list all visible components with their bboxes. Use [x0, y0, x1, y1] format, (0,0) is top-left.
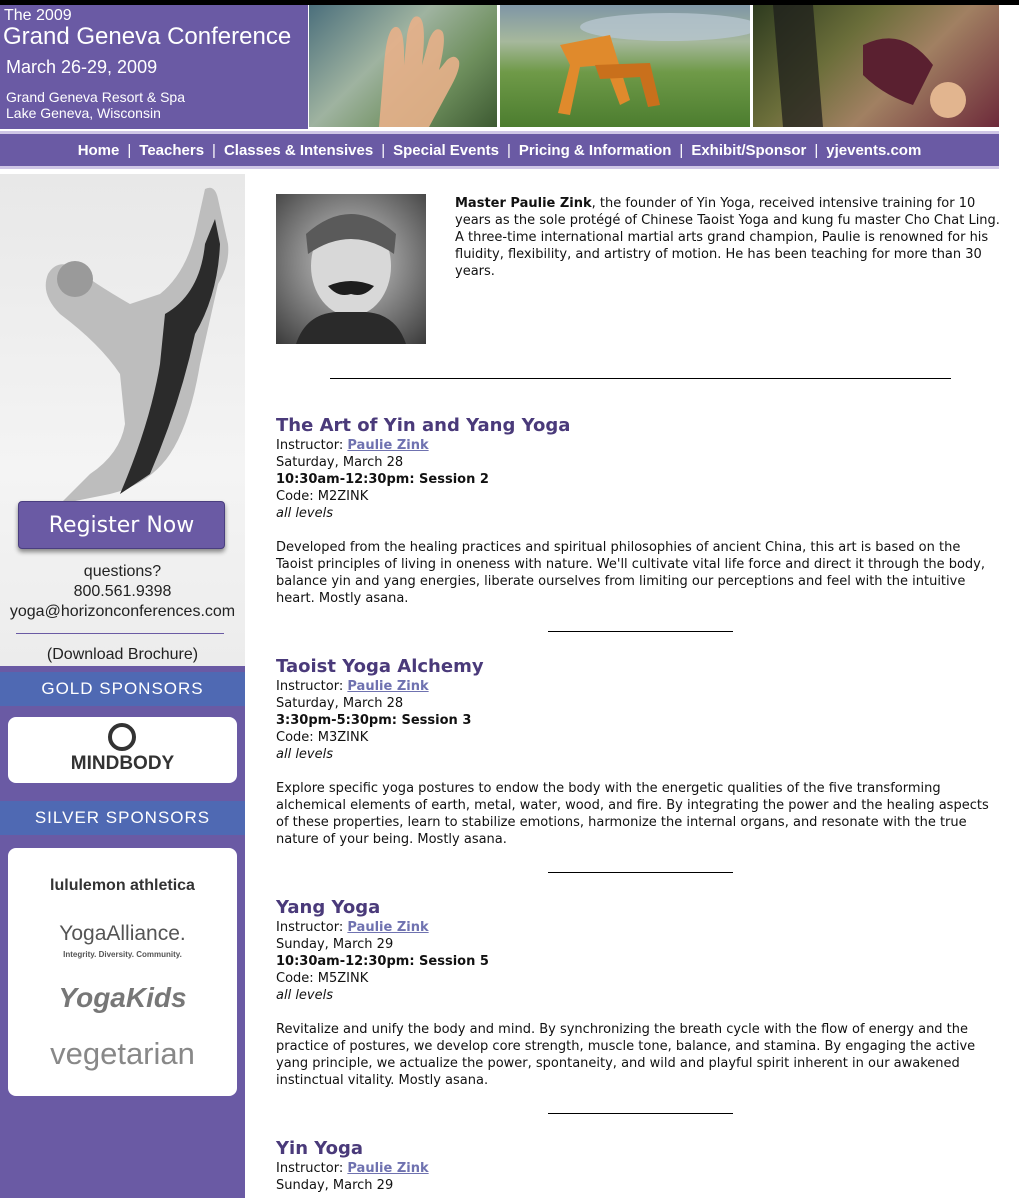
header-dates: March 26-29, 2009 — [6, 57, 158, 77]
class-title: Yin Yoga — [276, 1138, 364, 1159]
header-year: The 2009 — [4, 7, 72, 24]
register-now-button[interactable]: Register Now — [18, 501, 225, 549]
class-code: Code: M2ZINK — [276, 489, 369, 504]
class-code: Code: M3ZINK — [276, 730, 369, 745]
nav-home[interactable]: Home — [77, 141, 120, 159]
yogakids-logo[interactable]: YogaKids — [58, 982, 187, 1013]
class-date: Sunday, March 29 — [276, 1178, 394, 1193]
header-photo-hand — [309, 5, 497, 127]
yoga-pose-photo-icon — [0, 174, 245, 504]
class-divider — [548, 1113, 733, 1114]
conference-title-block — [0, 5, 308, 129]
header-photo-chair — [500, 5, 750, 127]
instructor-link[interactable]: Paulie Zink — [347, 920, 429, 935]
nav-separator: | — [127, 141, 132, 159]
class-description: Revitalize and unify the body and mind. By synchronizing the breath cycle with the flow of energy and the practice of postures, we develop core strength, muscle tone, balance, and stamina. By engaging the active yang principle, we actualize the power, spontaneity, and wild and playful spirit inherent in our awakened instinctual vitality. Mostly asana. — [276, 1022, 976, 1088]
nav-separator: | — [381, 141, 386, 159]
nav-separator: | — [814, 141, 819, 159]
class-level: all levels — [276, 747, 334, 762]
nav-separator: | — [679, 141, 684, 159]
class-level: all levels — [276, 988, 334, 1003]
yoga-class-photo-icon — [753, 5, 999, 127]
class-instructor: Instructor: Paulie Zink — [276, 920, 429, 935]
class-entry — [276, 415, 1001, 607]
nav-pricing-information[interactable]: Pricing & Information — [518, 141, 672, 159]
main-nav — [0, 131, 999, 169]
header-conference-name: Grand Geneva Conference — [3, 23, 292, 50]
teacher-name: Master Paulie Zink — [455, 196, 592, 211]
silver-sponsor-box — [8, 848, 237, 1096]
class-time: 3:30pm-5:30pm: Session 3 — [276, 713, 472, 728]
class-title: Taoist Yoga Alchemy — [276, 656, 484, 677]
yoga-alliance-tagline: Integrity. Diversity. Community. — [63, 950, 182, 959]
register-promo — [0, 174, 245, 666]
paulie-zink-photo — [276, 194, 426, 344]
class-time: 10:30am-12:30pm: Session 2 — [276, 472, 489, 487]
header-photo-yoga-class — [753, 5, 999, 127]
portrait-icon — [276, 194, 426, 344]
mindbody-logo-text[interactable]: MINDBODY — [70, 753, 175, 774]
sidebar — [0, 174, 245, 1198]
class-title: The Art of Yin and Yang Yoga — [276, 415, 571, 436]
class-date: Saturday, March 28 — [276, 696, 404, 711]
lululemon-logo[interactable]: lululemon athletica — [50, 877, 195, 894]
class-instructor: Instructor: Paulie Zink — [276, 679, 429, 694]
nav-separator: | — [212, 141, 216, 159]
class-entry — [276, 656, 1001, 848]
site-header — [0, 5, 999, 129]
class-description: Explore specific yoga postures to endow the body with the energetic qualities of the five transforming alchemical elements of earth, metal, water, wood, and fire. By integrating the power and the healing aspects of these properties, learn to stabilize emotions, harmonize the internal organs, and resonate with the true nature of your being. Mostly asana. — [276, 781, 989, 847]
class-title: Yang Yoga — [276, 897, 381, 918]
class-level: all levels — [276, 506, 334, 521]
questions-label: questions? — [83, 563, 162, 580]
sidebar-divider — [16, 633, 224, 634]
email-link[interactable]: yoga@horizonconferences.com — [9, 603, 236, 620]
vegetarian-times-logo[interactable]: vegetarian — [50, 1036, 195, 1071]
teacher-bio — [455, 195, 1001, 280]
yoga-alliance-logo[interactable]: YogaAlliance. — [59, 922, 186, 945]
class-code: Code: M5ZINK — [276, 971, 369, 986]
bio-divider — [330, 378, 951, 379]
class-divider — [548, 872, 733, 873]
instructor-link[interactable]: Paulie Zink — [347, 1161, 429, 1176]
header-venue: Grand Geneva Resort & Spa Lake Geneva, Wisconsin — [6, 89, 185, 121]
nav-special-events[interactable]: Special Events — [393, 141, 499, 159]
nav-classes-intensives[interactable]: Classes & Intensives — [223, 141, 374, 159]
phone-number: 800.561.9398 — [73, 583, 172, 600]
hand-photo-icon — [309, 5, 497, 127]
class-date: Sunday, March 29 — [276, 937, 394, 952]
gold-sponsor-box — [8, 717, 237, 783]
class-time: 10:30am-12:30pm: Session 5 — [276, 954, 489, 969]
nav-exhibit-sponsor[interactable]: Exhibit/Sponsor — [691, 141, 807, 159]
nav-separator: | — [507, 141, 511, 159]
instructor-link[interactable]: Paulie Zink — [347, 679, 429, 694]
instructor-link[interactable]: Paulie Zink — [347, 438, 429, 453]
silver-sponsors-heading: SILVER SPONSORS — [0, 801, 245, 835]
class-instructor: Instructor: Paulie Zink — [276, 438, 429, 453]
class-divider — [548, 631, 733, 632]
gold-sponsors-heading: GOLD SPONSORS — [0, 672, 245, 706]
class-date: Saturday, March 28 — [276, 455, 404, 470]
nav-teachers[interactable]: Teachers — [139, 141, 205, 159]
class-entry — [276, 897, 1001, 1089]
nav-yjevents[interactable]: yjevents.com — [826, 141, 922, 159]
chair-photo-icon — [500, 5, 750, 127]
class-entry — [276, 1138, 1001, 1194]
main-content — [276, 174, 1001, 1198]
bio-text: , the founder of Yin Yoga, received intensive training for 10 years as the sole protégé of Chinese Taoist Yoga and kung fu master Cho Chat Ling. A three-time international martial arts grand champion, Paulie is renowned for his fluidity, flexibility, and artistry of motion. He has been teaching for more than 30 years. — [455, 196, 1000, 279]
class-instructor: Instructor: Paulie Zink — [276, 1161, 429, 1176]
class-description: Developed from the healing practices and spiritual philosophies of ancient China, this art is based on the Taoist principles of living in oneness with nature. We'll cultivate vital life force and direct it through the body, balance yin and yang energies, liberate ourselves from limiting our perceptions and feel with the intuitive heart. Mostly asana. — [276, 540, 985, 606]
download-brochure-link[interactable]: (Download Brochure) — [46, 646, 199, 663]
